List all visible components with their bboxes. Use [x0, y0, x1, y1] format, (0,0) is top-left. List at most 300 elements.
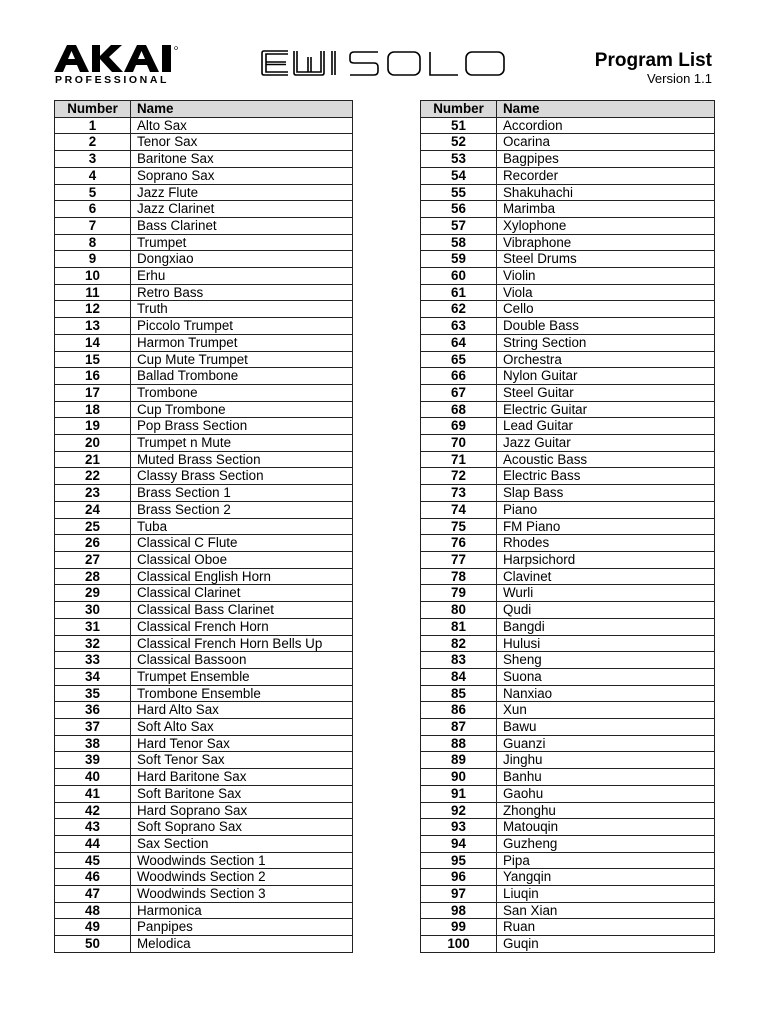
- program-name: Banhu: [497, 769, 715, 786]
- program-number: 62: [421, 301, 497, 318]
- program-name: Classical Bass Clarinet: [131, 602, 353, 619]
- program-name: Nylon Guitar: [497, 368, 715, 385]
- program-number: 27: [55, 551, 131, 568]
- table-row: [55, 251, 353, 268]
- program-name: Classical French Horn: [131, 618, 353, 635]
- program-name: Bawu: [497, 719, 715, 736]
- program-name: Rhodes: [497, 535, 715, 552]
- table-row: [421, 685, 715, 702]
- table-row: [55, 719, 353, 736]
- table-row: [421, 919, 715, 936]
- program-number: 20: [55, 435, 131, 452]
- table-row: [421, 201, 715, 218]
- table-row: [55, 451, 353, 468]
- table-row: [421, 217, 715, 234]
- table-row: [421, 886, 715, 903]
- program-name: Brass Section 2: [131, 501, 353, 518]
- program-name: Hulusi: [497, 635, 715, 652]
- table-row: [55, 902, 353, 919]
- program-name: Piccolo Trumpet: [131, 318, 353, 335]
- program-name: Harmonica: [131, 902, 353, 919]
- program-number: 35: [55, 685, 131, 702]
- program-number: 21: [55, 451, 131, 468]
- program-number: 88: [421, 735, 497, 752]
- table-row: [421, 184, 715, 201]
- program-number: 29: [55, 585, 131, 602]
- program-name: Ruan: [497, 919, 715, 936]
- program-number: 91: [421, 785, 497, 802]
- column-header-number: Number: [421, 101, 497, 118]
- program-name: Trombone Ensemble: [131, 685, 353, 702]
- program-number: 43: [55, 819, 131, 836]
- program-name: Woodwinds Section 1: [131, 852, 353, 869]
- table-row: [421, 134, 715, 151]
- table-row: [55, 301, 353, 318]
- program-number: 49: [55, 919, 131, 936]
- program-name: Classical Bassoon: [131, 652, 353, 669]
- program-number: 81: [421, 618, 497, 635]
- program-number: 82: [421, 635, 497, 652]
- table-row: [55, 134, 353, 151]
- program-number: 52: [421, 134, 497, 151]
- program-name: Panpipes: [131, 919, 353, 936]
- program-name: Guqin: [497, 936, 715, 953]
- program-name: Ocarina: [497, 134, 715, 151]
- table-row: [421, 284, 715, 301]
- program-number: 12: [55, 301, 131, 318]
- program-number: 9: [55, 251, 131, 268]
- program-number: 17: [55, 384, 131, 401]
- program-name: Soft Soprano Sax: [131, 819, 353, 836]
- program-number: 98: [421, 902, 497, 919]
- program-number: 28: [55, 568, 131, 585]
- table-row: [421, 652, 715, 669]
- program-number: 50: [55, 936, 131, 953]
- table-row: [421, 735, 715, 752]
- program-number: 51: [421, 117, 497, 134]
- table-row: [55, 284, 353, 301]
- program-number: 70: [421, 435, 497, 452]
- program-name: Trumpet Ensemble: [131, 668, 353, 685]
- program-name: Retro Bass: [131, 284, 353, 301]
- program-number: 22: [55, 468, 131, 485]
- table-row: [421, 318, 715, 335]
- program-name: Hard Baritone Sax: [131, 769, 353, 786]
- program-name: Sax Section: [131, 835, 353, 852]
- program-name: Bagpipes: [497, 151, 715, 168]
- program-name: Alto Sax: [131, 117, 353, 134]
- table-row: [421, 869, 715, 886]
- table-row: [421, 451, 715, 468]
- program-name: Vibraphone: [497, 234, 715, 251]
- program-number: 44: [55, 835, 131, 852]
- table-row: [421, 234, 715, 251]
- table-row: [55, 602, 353, 619]
- program-name: Zhonghu: [497, 802, 715, 819]
- table-row: [421, 268, 715, 285]
- program-name: Pop Brass Section: [131, 418, 353, 435]
- table-row: [55, 618, 353, 635]
- table-row: [421, 819, 715, 836]
- table-row: [421, 301, 715, 318]
- program-number: 99: [421, 919, 497, 936]
- program-name: Bass Clarinet: [131, 217, 353, 234]
- table-row: [421, 802, 715, 819]
- table-row: [421, 852, 715, 869]
- program-number: 41: [55, 785, 131, 802]
- program-name: Liuqin: [497, 886, 715, 903]
- table-row: [55, 368, 353, 385]
- program-name: Yangqin: [497, 869, 715, 886]
- program-number: 47: [55, 886, 131, 903]
- table-header-row: [55, 101, 353, 118]
- table-row: [421, 384, 715, 401]
- program-number: 42: [55, 802, 131, 819]
- program-number: 95: [421, 852, 497, 869]
- program-number: 8: [55, 234, 131, 251]
- program-name: Classical French Horn Bells Up: [131, 635, 353, 652]
- program-number: 5: [55, 184, 131, 201]
- program-name: Lead Guitar: [497, 418, 715, 435]
- table-row: [55, 785, 353, 802]
- program-number: 45: [55, 852, 131, 869]
- table-row: [421, 635, 715, 652]
- brand-sub-label: PROFESSIONAL: [55, 74, 170, 86]
- table-row: [421, 769, 715, 786]
- program-number: 61: [421, 284, 497, 301]
- column-header-number: Number: [55, 101, 131, 118]
- program-name: Sheng: [497, 652, 715, 669]
- program-name: Bangdi: [497, 618, 715, 635]
- program-name: Slap Bass: [497, 485, 715, 502]
- table-row: [421, 117, 715, 134]
- column-header-name: Name: [131, 101, 353, 118]
- table-row: [55, 217, 353, 234]
- table-row: [55, 752, 353, 769]
- program-name: Viola: [497, 284, 715, 301]
- table-row: [55, 501, 353, 518]
- program-name: Woodwinds Section 2: [131, 869, 353, 886]
- program-number: 25: [55, 518, 131, 535]
- table-row: [55, 518, 353, 535]
- table-row: [421, 151, 715, 168]
- table-row: [55, 802, 353, 819]
- program-name: Dongxiao: [131, 251, 353, 268]
- program-number: 7: [55, 217, 131, 234]
- program-name: Steel Drums: [497, 251, 715, 268]
- program-number: 79: [421, 585, 497, 602]
- program-number: 65: [421, 351, 497, 368]
- program-number: 4: [55, 167, 131, 184]
- table-row: [55, 318, 353, 335]
- table-row: [421, 418, 715, 435]
- table-row: [421, 936, 715, 953]
- table-row: [421, 351, 715, 368]
- table-row: [421, 551, 715, 568]
- program-number: 80: [421, 602, 497, 619]
- program-number: 72: [421, 468, 497, 485]
- program-rows-left: [55, 117, 353, 952]
- program-number: 86: [421, 702, 497, 719]
- table-row: [55, 234, 353, 251]
- program-number: 77: [421, 551, 497, 568]
- table-row: [55, 652, 353, 669]
- program-number: 32: [55, 635, 131, 652]
- program-name: FM Piano: [497, 518, 715, 535]
- table-row: [55, 117, 353, 134]
- program-name: Soprano Sax: [131, 167, 353, 184]
- table-row: [421, 719, 715, 736]
- program-name: Gaohu: [497, 785, 715, 802]
- program-number: 6: [55, 201, 131, 218]
- program-name: Trumpet: [131, 234, 353, 251]
- program-number: 56: [421, 201, 497, 218]
- program-name: Classical English Horn: [131, 568, 353, 585]
- table-row: [55, 568, 353, 585]
- table-row: [55, 919, 353, 936]
- program-number: 33: [55, 652, 131, 669]
- program-name: Tenor Sax: [131, 134, 353, 151]
- program-name: Matouqin: [497, 819, 715, 836]
- program-name: Hard Tenor Sax: [131, 735, 353, 752]
- program-number: 100: [421, 936, 497, 953]
- program-name: Classical Clarinet: [131, 585, 353, 602]
- program-name: Cup Mute Trumpet: [131, 351, 353, 368]
- program-number: 57: [421, 217, 497, 234]
- table-row: [421, 368, 715, 385]
- program-number: 63: [421, 318, 497, 335]
- program-number: 14: [55, 334, 131, 351]
- table-row: [421, 501, 715, 518]
- program-number: 55: [421, 184, 497, 201]
- table-row: [55, 635, 353, 652]
- program-number: 46: [55, 869, 131, 886]
- program-name: Accordion: [497, 117, 715, 134]
- program-name: Trumpet n Mute: [131, 435, 353, 452]
- table-row: [421, 485, 715, 502]
- table-row: [55, 418, 353, 435]
- program-name: Hard Alto Sax: [131, 702, 353, 719]
- program-name: Pipa: [497, 852, 715, 869]
- program-number: 94: [421, 835, 497, 852]
- table-row: [421, 902, 715, 919]
- table-row: [55, 735, 353, 752]
- table-row: [55, 819, 353, 836]
- program-number: 54: [421, 167, 497, 184]
- table-row: [55, 769, 353, 786]
- program-name: Classical C Flute: [131, 535, 353, 552]
- program-number: 13: [55, 318, 131, 335]
- program-number: 48: [55, 902, 131, 919]
- table-row: [55, 268, 353, 285]
- program-name: Jazz Clarinet: [131, 201, 353, 218]
- program-name: Woodwinds Section 3: [131, 886, 353, 903]
- table-header-row: [421, 101, 715, 118]
- program-number: 26: [55, 535, 131, 552]
- program-number: 34: [55, 668, 131, 685]
- program-name: Jinghu: [497, 752, 715, 769]
- table-row: [421, 702, 715, 719]
- program-name: Qudi: [497, 602, 715, 619]
- table-row: [55, 384, 353, 401]
- program-number: 69: [421, 418, 497, 435]
- table-row: [55, 334, 353, 351]
- program-name: Baritone Sax: [131, 151, 353, 168]
- program-name: Xylophone: [497, 217, 715, 234]
- program-name: Jazz Flute: [131, 184, 353, 201]
- table-row: [55, 886, 353, 903]
- program-name: Cup Trombone: [131, 401, 353, 418]
- program-number: 85: [421, 685, 497, 702]
- program-number: 75: [421, 518, 497, 535]
- program-name: Xun: [497, 702, 715, 719]
- program-name: Electric Bass: [497, 468, 715, 485]
- ewi-solo-logo: [260, 49, 508, 77]
- program-name: Classy Brass Section: [131, 468, 353, 485]
- program-name: Guzheng: [497, 835, 715, 852]
- table-row: [55, 184, 353, 201]
- program-number: 68: [421, 401, 497, 418]
- table-row: [421, 435, 715, 452]
- table-row: [55, 702, 353, 719]
- program-number: 15: [55, 351, 131, 368]
- program-number: 87: [421, 719, 497, 736]
- table-row: [55, 435, 353, 452]
- program-name: Double Bass: [497, 318, 715, 335]
- program-name: Muted Brass Section: [131, 451, 353, 468]
- program-number: 58: [421, 234, 497, 251]
- table-row: [421, 785, 715, 802]
- program-table-left: [54, 100, 353, 953]
- table-row: [55, 869, 353, 886]
- table-row: [421, 334, 715, 351]
- program-name: String Section: [497, 334, 715, 351]
- table-row: [55, 401, 353, 418]
- program-name: Suona: [497, 668, 715, 685]
- program-name: Ballad Trombone: [131, 368, 353, 385]
- program-number: 74: [421, 501, 497, 518]
- program-number: 39: [55, 752, 131, 769]
- program-name: Harpsichord: [497, 551, 715, 568]
- program-number: 36: [55, 702, 131, 719]
- program-name: Cello: [497, 301, 715, 318]
- program-name: Steel Guitar: [497, 384, 715, 401]
- table-row: [421, 518, 715, 535]
- table-row: [421, 535, 715, 552]
- program-number: 60: [421, 268, 497, 285]
- program-name: Clavinet: [497, 568, 715, 585]
- program-number: 73: [421, 485, 497, 502]
- program-number: 1: [55, 117, 131, 134]
- program-name: San Xian: [497, 902, 715, 919]
- program-number: 30: [55, 602, 131, 619]
- table-row: [421, 251, 715, 268]
- program-number: 90: [421, 769, 497, 786]
- program-name: Nanxiao: [497, 685, 715, 702]
- table-row: [421, 835, 715, 852]
- program-name: Classical Oboe: [131, 551, 353, 568]
- program-number: 38: [55, 735, 131, 752]
- program-table-right: [420, 100, 715, 953]
- column-header-name: Name: [497, 101, 715, 118]
- table-row: [55, 835, 353, 852]
- program-number: 19: [55, 418, 131, 435]
- program-number: 53: [421, 151, 497, 168]
- table-row: [421, 401, 715, 418]
- program-name: Soft Alto Sax: [131, 719, 353, 736]
- program-number: 71: [421, 451, 497, 468]
- program-number: 76: [421, 535, 497, 552]
- table-row: [55, 852, 353, 869]
- program-number: 97: [421, 886, 497, 903]
- table-row: [55, 551, 353, 568]
- program-name: Violin: [497, 268, 715, 285]
- program-name: Harmon Trumpet: [131, 334, 353, 351]
- program-name: Melodica: [131, 936, 353, 953]
- program-number: 59: [421, 251, 497, 268]
- program-number: 3: [55, 151, 131, 168]
- program-number: 23: [55, 485, 131, 502]
- table-row: [55, 535, 353, 552]
- program-name: Recorder: [497, 167, 715, 184]
- program-name: Soft Tenor Sax: [131, 752, 353, 769]
- table-row: [55, 468, 353, 485]
- table-row: [421, 167, 715, 184]
- program-number: 78: [421, 568, 497, 585]
- document-title: Program List: [594, 50, 712, 71]
- program-name: Truth: [131, 301, 353, 318]
- program-number: 93: [421, 819, 497, 836]
- program-number: 96: [421, 869, 497, 886]
- program-name: Soft Baritone Sax: [131, 785, 353, 802]
- program-name: Guanzi: [497, 735, 715, 752]
- table-row: [55, 936, 353, 953]
- program-number: 40: [55, 769, 131, 786]
- program-name: Electric Guitar: [497, 401, 715, 418]
- table-row: [55, 201, 353, 218]
- program-name: Erhu: [131, 268, 353, 285]
- table-row: [55, 585, 353, 602]
- program-number: 31: [55, 618, 131, 635]
- table-row: [55, 167, 353, 184]
- page-header: [0, 0, 768, 100]
- program-rows-right: [421, 117, 715, 952]
- program-name: Trombone: [131, 384, 353, 401]
- program-number: 67: [421, 384, 497, 401]
- program-name: Shakuhachi: [497, 184, 715, 201]
- program-number: 83: [421, 652, 497, 669]
- table-row: [421, 468, 715, 485]
- program-name: Tuba: [131, 518, 353, 535]
- program-number: 16: [55, 368, 131, 385]
- program-name: Piano: [497, 501, 715, 518]
- program-number: 24: [55, 501, 131, 518]
- table-row: [421, 568, 715, 585]
- program-number: 11: [55, 284, 131, 301]
- program-number: 2: [55, 134, 131, 151]
- table-row: [55, 151, 353, 168]
- akai-wordmark-icon: [54, 45, 204, 73]
- program-number: 10: [55, 268, 131, 285]
- table-row: [421, 585, 715, 602]
- program-number: 66: [421, 368, 497, 385]
- document-version: Version 1.1: [646, 71, 712, 86]
- program-name: Marimba: [497, 201, 715, 218]
- program-name: Hard Soprano Sax: [131, 802, 353, 819]
- program-number: 92: [421, 802, 497, 819]
- ewi-solo-wordmark-icon: [260, 49, 508, 77]
- program-number: 84: [421, 668, 497, 685]
